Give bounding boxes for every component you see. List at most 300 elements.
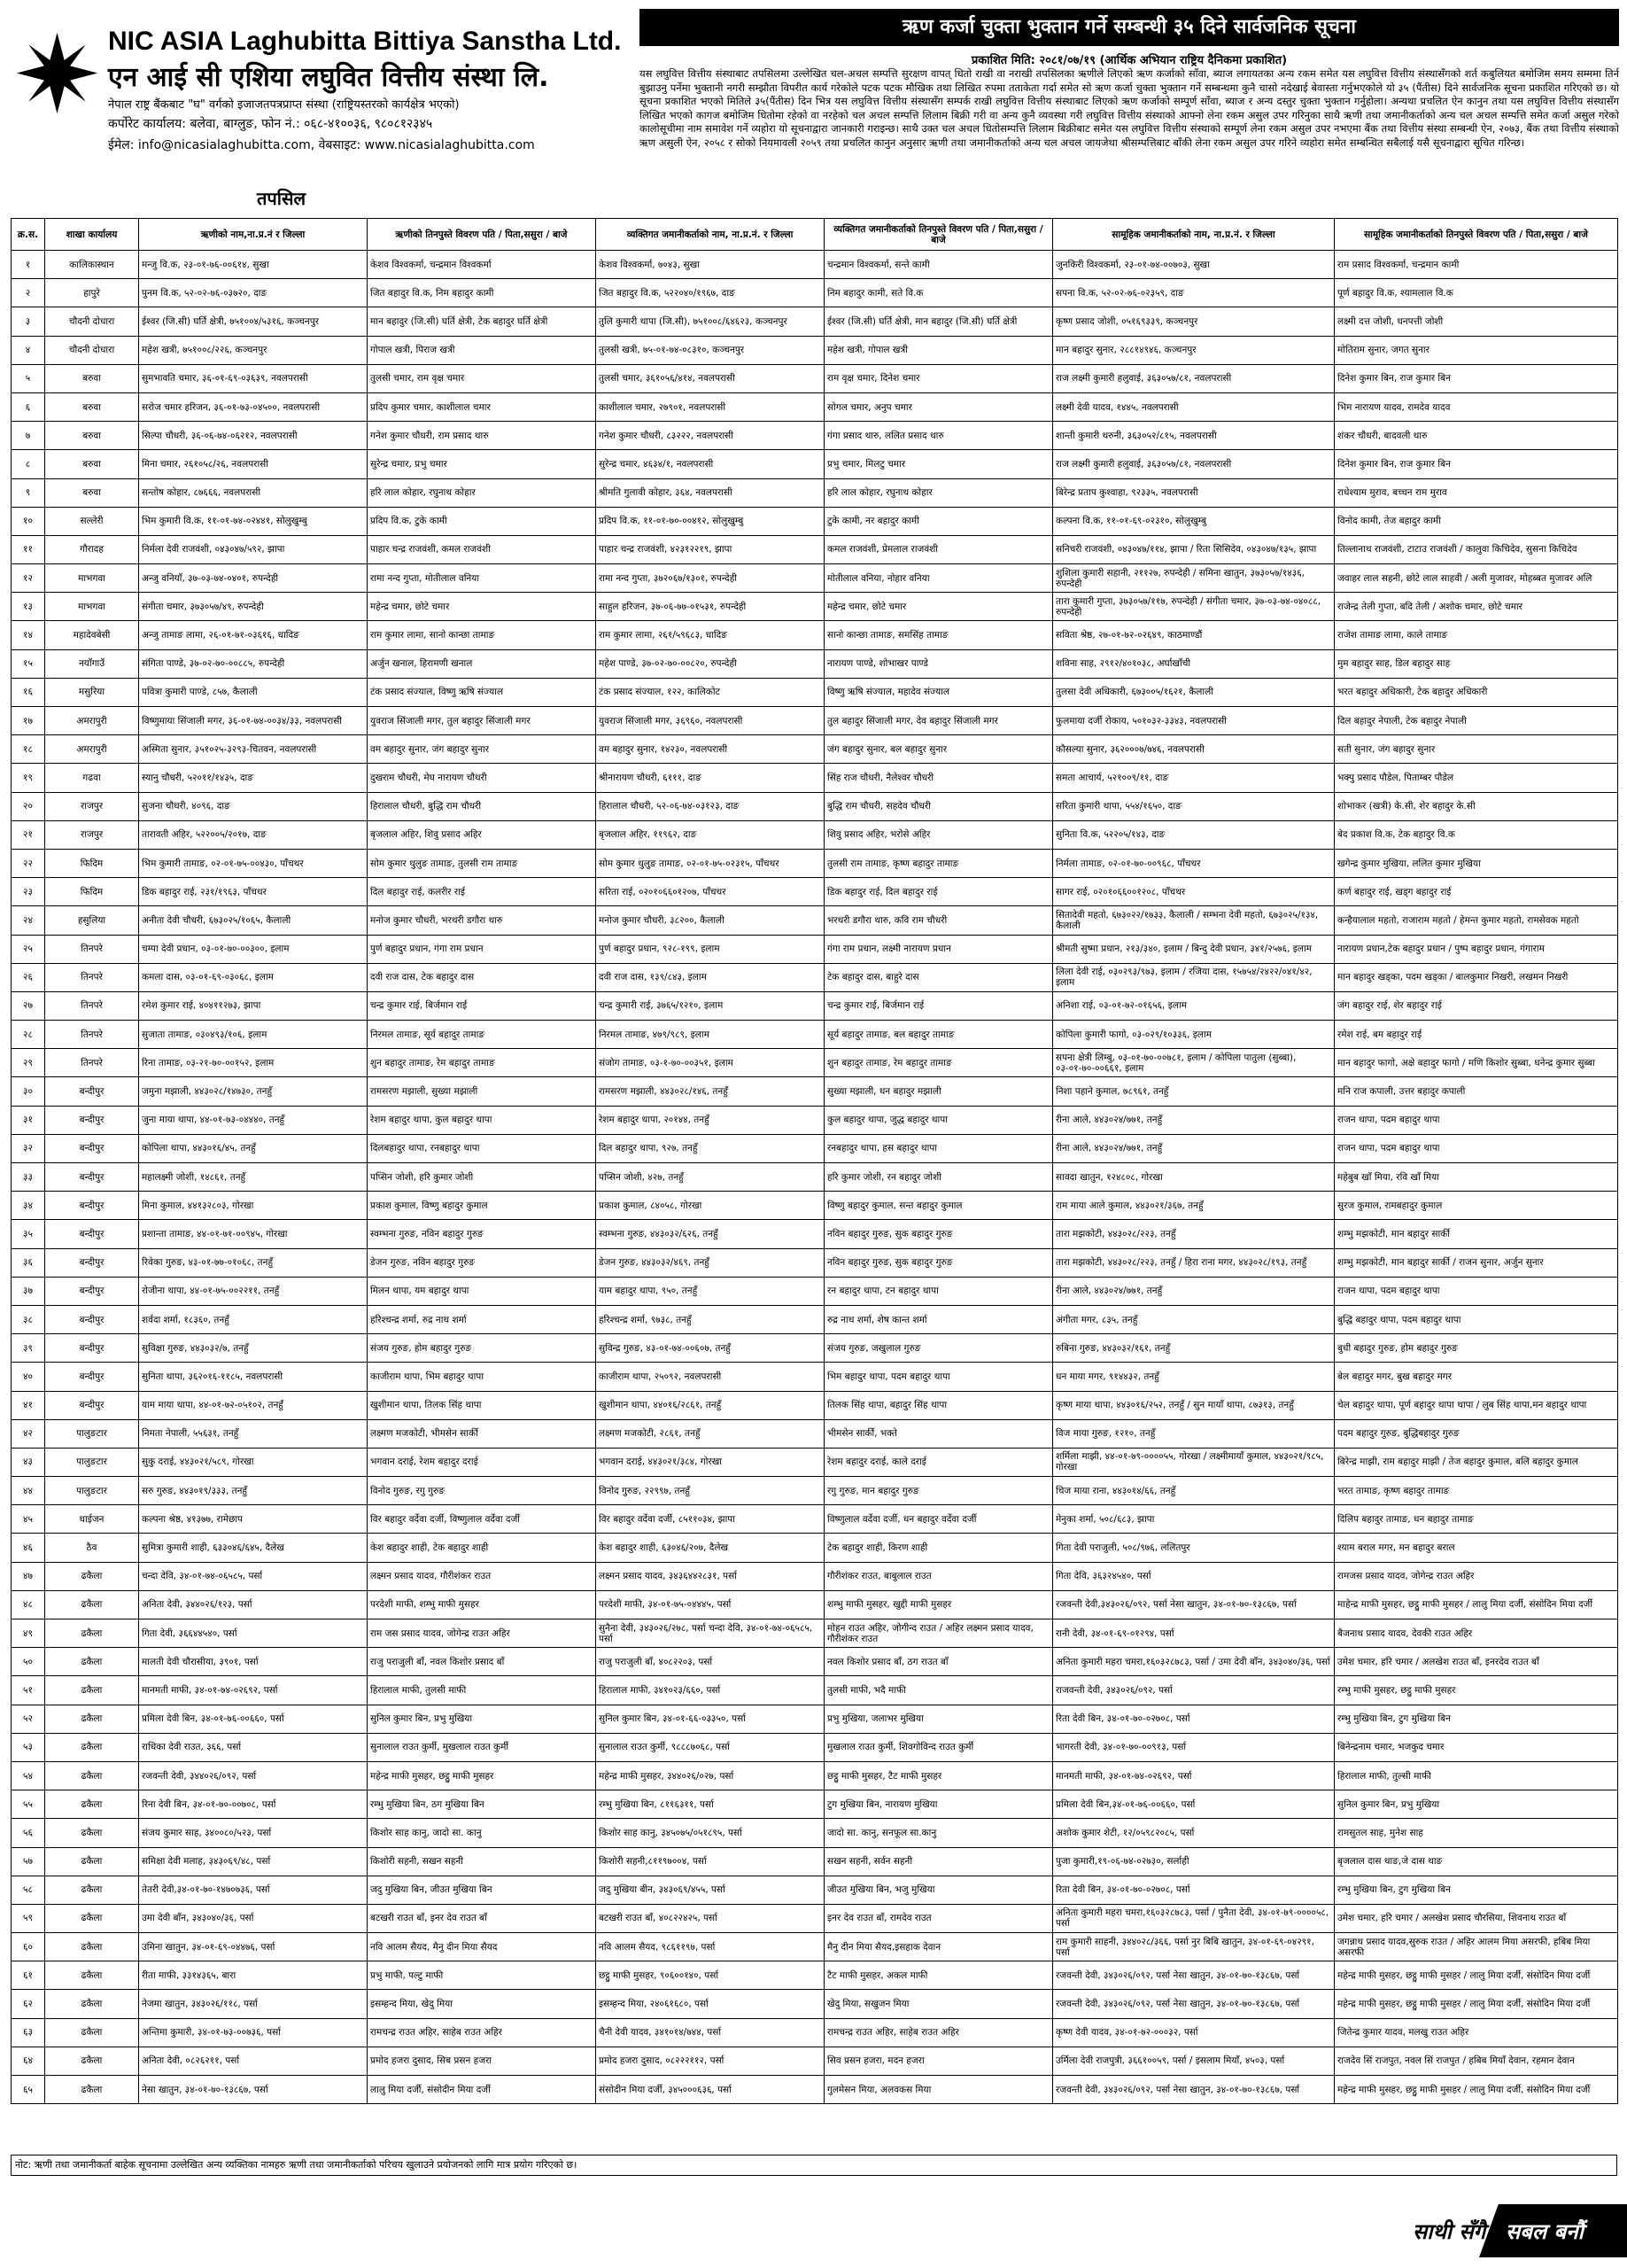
table-cell: कमला दास, ०३-०१-६९-०३०६८, इलाम: [139, 963, 368, 991]
table-row: [12, 935, 1618, 963]
table-row: [12, 1192, 1618, 1220]
table-cell: स्वम्भना गुरुङ, ४४३०३२/६२६, तनहुँ: [596, 1220, 825, 1248]
table-cell: केशव विश्वकर्मा, चन्द्रमान विश्वकर्मा: [368, 251, 596, 279]
table-row: [12, 593, 1618, 621]
table-row: [12, 1904, 1618, 1932]
table-cell: चन्द्र कुमार राई, बिर्जमान राई: [825, 991, 1053, 1020]
table-cell: निरमल तामाङ, ४७९/९८९, इलाम: [596, 1021, 825, 1049]
table-cell: राजु पराजुली बाँ, नवल किशोर प्रसाद बाँ: [368, 1648, 596, 1676]
table-cell: गंगा प्रसाद थारु, ललित प्रसाद थारु: [825, 422, 1053, 450]
table-cell: जितेन्द्र कुमार यादव, मलखु राउत अहिर: [1335, 2018, 1618, 2047]
table-cell: बन्दीपुर: [45, 1163, 139, 1192]
table-cell: बृजलाल अहिर, शिवु प्रसाद अहिर: [368, 820, 596, 849]
table-cell: विनोद कामी, तेज बहादुर कामी: [1335, 507, 1618, 535]
table-cell: किशोरी सहनी, सखन सहनी: [368, 1847, 596, 1876]
table-cell: तेतरी देवी,३४-०१-७०-१४७०७३६, पर्सा: [139, 1876, 368, 1904]
table-cell: भक्पु प्रसाद पौडेल, पिताम्बर पौडेल: [1335, 764, 1618, 792]
table-cell: ३३: [12, 1163, 45, 1192]
table-cell: सुरेन्द्र चमार, ४६३४/१, नवलपरासी: [596, 450, 825, 478]
table-row: [12, 478, 1618, 507]
table-cell: ३५: [12, 1220, 45, 1248]
table-cell: बृजलाल अहिर, ११९६२, दाङ: [596, 820, 825, 849]
table-row: [12, 307, 1618, 336]
table-cell: ३०: [12, 1077, 45, 1106]
table-cell: अनिता देवी, ०८२६२११, पर्सा: [139, 2047, 368, 2075]
table-cell: रमेश राई, बम बहादुर राई: [1335, 1021, 1618, 1049]
table-cell: मैनु दीन मिया सैयद,इसहाक देवान: [825, 1933, 1053, 1961]
table-cell: खेदु मिया, सखुजन मिया: [825, 1990, 1053, 2018]
table-cell: राम माया आले कुमाल, ४४३०२१/३६७, तनहुँ: [1053, 1192, 1335, 1220]
table-cell: जित बहादुर वि.क, ५२२०४०/१९६७, दाङ: [596, 279, 825, 307]
table-cell: भीमसेन सार्की, भक्ते: [825, 1419, 1053, 1448]
table-cell: गनेश कुमार चौधरी, राम प्रसाद थारु: [368, 422, 596, 450]
table-cell: पाहार चन्द्र राजवंशी, ४२३१२२१९, झापा: [596, 535, 825, 563]
table-row: [12, 1248, 1618, 1277]
table-cell: महालक्ष्मी जोशी, १४८६१, तनहुँ: [139, 1163, 368, 1192]
table-cell: हरि लाल कोहार, रघुनाथ कोहार: [825, 478, 1053, 507]
table-cell: ५३: [12, 1733, 45, 1761]
table-cell: रम्भु मुखिया बिन, टुग मुखिया बिन: [1335, 1705, 1618, 1733]
table-cell: रम्भु मुखिया बिन, टुग मुखिया बिन: [1335, 1876, 1618, 1904]
table-cell: रजवन्ती देवी,३४३०२६/०९२, पर्सा नेसा खातुन, ३४-०१-७०-१३८६७, पर्सा: [1053, 1590, 1335, 1619]
table-cell: श्रीनारायण चौधरी, ६१११, दाङ: [596, 764, 825, 792]
table-cell: रमेश कुमार राई, ४०४११२७३, झापा: [139, 991, 368, 1020]
table-cell: अनिता कुमारी महरा चमरा,१६०३२८७८३, पर्सा / पुनैता देवी, ३४-०१-७९-००००५८, पर्सा: [1053, 1904, 1335, 1932]
table-cell: जंग बहादुर राई, शेर बहादुर राई: [1335, 991, 1618, 1020]
table-cell: राम कुमार लामा, सानो कान्छा तामाङ: [368, 621, 596, 649]
table-cell: विर बहादुर वर्देवा दर्जी, ८५११०३४, झापा: [596, 1505, 825, 1534]
table-cell: किशोर साह कानु, जादो सा. कानु: [368, 1819, 596, 1847]
table-cell: हरि लाल कोहार, रघुनाथ कोहार: [368, 478, 596, 507]
table-cell: टैट माफी मुसहर, अकल माफी: [825, 1961, 1053, 1990]
table-cell: ५६: [12, 1819, 45, 1847]
table-cell: पुनम वि.क, ५२-०२-७६-०३७२०, दाङ: [139, 279, 368, 307]
table-row: [12, 792, 1618, 820]
table-row: [12, 2018, 1618, 2047]
table-cell: रिता देवी बिन, ३४-०१-७०-०२७०८, पर्सा: [1053, 1705, 1335, 1733]
table-cell: टेक बहादुर दास, बाहुरे दास: [825, 963, 1053, 991]
table-cell: तुलसी राम तामाङ, कृष्ण बहादुर तामाङ: [825, 849, 1053, 877]
table-cell: मानमती माफी, ३४-०१-७४-०२६९२, पर्सा: [1053, 1761, 1335, 1790]
table-cell: प्रभु माफी, पल्टु माफी: [368, 1961, 596, 1990]
table-row: [12, 1590, 1618, 1619]
table-cell: दुखराम चौधरी, मेघ नारायण चौधरी: [368, 764, 596, 792]
table-cell: ७: [12, 422, 45, 450]
table-row: [12, 1477, 1618, 1505]
table-cell: सल्लेरी: [45, 507, 139, 535]
table-cell: कन्हैयालाल महतो, राजाराम महतो / हेमन्त कुमार महतो, रामसेवक महतो: [1335, 906, 1618, 935]
column-header: क्र.स.: [12, 219, 45, 251]
table-cell: पालुङटार: [45, 1448, 139, 1476]
table-cell: अनिता कुमारी महरा चमरा,१६०३२८७८३, पर्सा / उमा देवी बाँन, ३४३०४०/३६, पर्सा: [1053, 1648, 1335, 1676]
table-cell: उमिना खातुन, ३४-०१-६९-०४४७६, पर्सा: [139, 1933, 368, 1961]
table-cell: टंक प्रसाद संज्याल, विष्णु ऋषि संज्याल: [368, 678, 596, 706]
table-cell: टेक बहादुर शाही, किरण शाही: [825, 1534, 1053, 1562]
table-cell: बन्दीपुर: [45, 1220, 139, 1248]
table-row: [12, 507, 1618, 535]
table-cell: शुशिला कुमारी सहानी, २११२७, रुपन्देही / समिना खातुन, ३७३०५७/१४३६, रुपन्देही: [1053, 564, 1335, 593]
table-cell: ढकैला: [45, 1733, 139, 1761]
table-cell: फुलमाया दर्जी रोकाय, ५०१०३२-३३४३, नवलपरासी: [1053, 707, 1335, 735]
table-cell: विनोद गुरुङ, रगु गुरुङ: [368, 1477, 596, 1505]
table-cell: ५०: [12, 1648, 45, 1676]
table-cell: हिरालाल माफी, तुलसी माफी: [368, 1676, 596, 1705]
schedule-title: तपसिल: [257, 188, 306, 209]
table-cell: तारा मझकोटी, ४४३०२८/२२३, तनहुँ: [1053, 1220, 1335, 1248]
table-row: [12, 392, 1618, 421]
table-cell: भरथरी डगौरा थारु, कवि राम चौधरी: [825, 906, 1053, 935]
table-cell: ३८: [12, 1305, 45, 1333]
table-cell: रम्भु मुखिया बिन, ८११६३११, पर्सा: [596, 1790, 825, 1819]
table-cell: ४४: [12, 1477, 45, 1505]
table-cell: सुमभावति चमार, ३६-०१-६९-०३६३९, नवलपरासी: [139, 364, 368, 392]
table-cell: माहेन्द्र माफी मुसहर, छट्ठु माफी मुसहर / लालु मिया दर्जी, संसोदिन मिया दर्जी: [1335, 1590, 1618, 1619]
table-cell: कोपिला थापा, ४४३०१६/४५, तनहुँ: [139, 1134, 368, 1162]
table-row: [12, 1619, 1618, 1648]
table-cell: शर्मिला माझी, ४४-०१-७९-००००५५, गोरखा / लक्ष्मीमायाँ कुमाल, ४४३०२१/९८५, गोरखा: [1053, 1448, 1335, 1476]
table-cell: संसोदीन मिया दर्जी, ३४५०००६३६, पर्सा: [596, 2076, 825, 2104]
table-cell: चम्पा देवी प्रधान, ०३-०१-७०-००३००, इलाम: [139, 935, 368, 963]
table-cell: सिल्पा चौधरी, ३६-०६-७४-०६२१२, नवलपरासी: [139, 422, 368, 450]
table-cell: नारायण पाण्डे, शोभाखर पाण्डे: [825, 649, 1053, 678]
table-cell: महेश खत्री, गोपाल खत्री: [825, 336, 1053, 364]
table-cell: पुजा कुमारी,१९-०६-७४-०२७३०, सर्लाही: [1053, 1847, 1335, 1876]
table-cell: खुशीमान थापा, ४४०१६/२८६१, तनहुँ: [596, 1391, 825, 1419]
table-cell: बुद्धि बहादुर थापा, पदम बहादुर थापा: [1335, 1305, 1618, 1333]
table-cell: बन्दीपुर: [45, 1192, 139, 1220]
column-header: व्यक्तिगत जमानीकर्ताको नाम, ना.प्र.नं. र जिल्ला: [596, 219, 825, 251]
table-cell: विर बहादुर वर्देवा दर्जी, विष्णुलाल वर्देवा दर्जी: [368, 1505, 596, 1534]
table-cell: भिम नारायण यादव, रामदेव यादव: [1335, 392, 1618, 421]
table-cell: शिवु प्रसाद अहिर, भरोसे अहिर: [825, 820, 1053, 849]
table-body: [12, 251, 1618, 2104]
table-cell: टुग मुखिया बिन, नारायण मुखिया: [825, 1790, 1053, 1819]
table-cell: बटखरी राउत बाँ, ४०८२२४२५, पर्सा: [596, 1904, 825, 1932]
table-cell: जदु मुखिया बिन, जीउत मुखिया बिन: [368, 1876, 596, 1904]
table-cell: भगवान दराई, ४४३०२१/३८४, गोरखा: [596, 1448, 825, 1476]
table-cell: मानमती माफी, ३४-०१-७४-०२६९२, पर्सा: [139, 1676, 368, 1705]
column-header: शाखा कार्यालय: [45, 219, 139, 251]
table-cell: फिदिम: [45, 849, 139, 877]
table-cell: ४: [12, 336, 45, 364]
table-cell: सोम कुमार थुलुङ तामाङ, ०२-०१-७५-०२३१५, पाँचथर: [596, 849, 825, 877]
table-cell: जगन्नाथ प्रसाद यादव,सुरुक राउत / अहिर आलम मिया असरफी, हबिब मिया असरफी: [1335, 1933, 1618, 1961]
table-cell: जवाहर लाल सहनी, छोटे लाल साहवी / अली मुजावर, मोहब्बत मुजावर अलि: [1335, 564, 1618, 593]
table-cell: रेशम बहादुर थापा, कुल बहादुर थापा: [368, 1106, 596, 1134]
table-cell: मुखलाल राउत कुर्मी, शिवगोविन्द राउत कुर्मी: [825, 1733, 1053, 1761]
table-cell: अन्जु वनियाँ, ३७-०३-७४-०४०१, रुपन्देही: [139, 564, 368, 593]
table-cell: माभगवा: [45, 593, 139, 621]
table-cell: भगवान दराई, रेशम बहादुर दराई: [368, 1448, 596, 1476]
table-cell: नविन बहादुर गुरुङ, सुक बहादुर गुरुङ: [825, 1220, 1053, 1248]
table-cell: बुधी बहादुर गुरुङ, होम बहादुर गुरुङ: [1335, 1334, 1618, 1363]
table-cell: महेन्द्र माफी मुसहर, ३४४०२६/०२७, पर्सा: [596, 1761, 825, 1790]
table-cell: तिनपरे: [45, 1049, 139, 1077]
table-row: [12, 649, 1618, 678]
table-cell: इसम्हन्द मिया, खेदु मिया: [368, 1990, 596, 2018]
table-cell: केश बहादुर शाही, ६३०४६/२०७, दैलेख: [596, 1534, 825, 1562]
table-cell: राम कुमार लामा, २६१/५९६८३, धादिङ: [596, 621, 825, 649]
table-cell: चैनी देवी यादव, ३४१०१४/७४४, पर्सा: [596, 2018, 825, 2047]
table-cell: मोतिराम सुनार, जगत सुनार: [1335, 336, 1618, 364]
table-cell: हरिश्चन्द्र शर्मा, ९७३८, तनहुँ: [596, 1305, 825, 1333]
table-cell: जादो सा. कानु, सनफूल सा.कानु: [825, 1819, 1053, 1847]
table-cell: बन्दीपुर: [45, 1106, 139, 1134]
table-cell: प्रदिप वि.क, ११-०१-७०-००४१२, सोलुखुम्बु: [596, 507, 825, 535]
table-cell: चौदनी दोधारा: [45, 307, 139, 336]
table-cell: भिम कुमारी वि.क, ११-०१-७४-०२४४१, सोलुखुम्बु: [139, 507, 368, 535]
table-cell: कृष्ण देवी यादव, ३४-०१-७२-०००३२, पर्सा: [1053, 2018, 1335, 2047]
table-cell: साहुल हरिजन, ३७-०६-७७-०१५३१, रुपन्देही: [596, 593, 825, 621]
table-cell: चन्द्र कुमारी राई, ३७६५/१२१०, इलाम: [596, 991, 825, 1020]
table-cell: प्रमिला देवी बिन,३४-०१-७६-००६६०, पर्सा: [1053, 1790, 1335, 1819]
table-cell: शर्वदा शर्मा, १८३६०, तनहुँ: [139, 1305, 368, 1333]
table-cell: निरमल तामाङ, सूर्य बहादुर तामाङ: [368, 1021, 596, 1049]
table-row: [12, 1876, 1618, 1904]
table-cell: अशोक कुमार शेटी, १२/०५९८२०८५, पर्सा: [1053, 1819, 1335, 1847]
table-cell: मेनुका शर्मा, ५०८/६८३, झापा: [1053, 1505, 1335, 1534]
table-cell: रन बहादुर थापा, टन बहादुर थापा: [825, 1277, 1053, 1305]
table-cell: राधिका देवी राउत, ३६६, पर्सा: [139, 1733, 368, 1761]
table-cell: निर्मला देवी राजवंशी, ०४३०४७/५९२, झापा: [139, 535, 368, 563]
table-cell: निशा पहाने कुमाल, ७८९६१, तनहुँ: [1053, 1077, 1335, 1106]
table-cell: प्रदिप वि.क, टुके कामी: [368, 507, 596, 535]
table-cell: राम जस प्रसाद यादव, जोगेन्द्र राउत अहिर: [368, 1619, 596, 1648]
table-cell: तिनपरे: [45, 963, 139, 991]
table-cell: शुन बहादुर तामाङ, रेम बहादुर तामाङ: [825, 1049, 1053, 1077]
table-cell: रोजीना थापा, ४४-०१-७५-००२२११, तनहुँ: [139, 1277, 368, 1305]
table-cell: बुद्धि राम चौधरी, सहदेव चौधरी: [825, 792, 1053, 820]
table-cell: परदेशी माफी, ३४-०१-७५-०४४४५, पर्सा: [596, 1590, 825, 1619]
table-cell: राजन थापा, पदम बहादुर थापा: [1335, 1277, 1618, 1305]
table-cell: वम बहादुर सुनार, जंग बहादुर सुनार: [368, 735, 596, 764]
table-cell: ईश्वर (जि.सी) घर्ति क्षेत्री, ७५१००४/५३१६, कञ्चनपुर: [139, 307, 368, 336]
table-cell: संजोग तामाङ, ०३-१-७०-००३५१, इलाम: [596, 1049, 825, 1077]
table-cell: सावदा खातुन, १२४८०८, गोरखा: [1053, 1163, 1335, 1192]
table-cell: महेन्द्र माफी मुसहर, छट्ठु माफी मुसहर / लालु मिया दर्जी, संसोदिन मिया दर्जी: [1335, 1990, 1618, 2018]
table-cell: दिल बहादुर थापा, ९२७, तनहुँ: [596, 1134, 825, 1162]
table-row: [12, 1648, 1618, 1676]
borrower-table-container: [11, 218, 1617, 2151]
table-cell: सूर्य बहादुर तामाङ, बल बहादुर तामाङ: [825, 1021, 1053, 1049]
table-cell: समिक्षा देवी मलाह, ३४३०६९/४८, पर्सा: [139, 1847, 368, 1876]
table-cell: बन्दीपुर: [45, 1134, 139, 1162]
table-cell: १७: [12, 707, 45, 735]
table-row: [12, 1220, 1618, 1248]
table-cell: ४६: [12, 1534, 45, 1562]
table-cell: दिल बहादुर राई, कलरीर राई: [368, 878, 596, 906]
table-cell: १८: [12, 735, 45, 764]
table-cell: कर्ण बहादुर राई, खड्ग बहादुर राई: [1335, 878, 1618, 906]
table-cell: नयाँगाउँ: [45, 649, 139, 678]
table-cell: प्रमिला देवी बिन, ३४-०१-७६-००६६०, पर्सा: [139, 1705, 368, 1733]
table-cell: सोगल चमार, अनुप चमार: [825, 392, 1053, 421]
table-cell: इसम्हन्द मिया, २४०६१६८०, पर्सा: [596, 1990, 825, 2018]
table-cell: ढकैला: [45, 1819, 139, 1847]
table-row: [12, 1391, 1618, 1419]
table-cell: मान बहादुर खड्का, पदम खड्का / बालकुमार निखरी, लखमन निखरी: [1335, 963, 1618, 991]
table-cell: राजदेव सिं राजपुत, नवल सिं राजपुत / हबिब मियाँ देवान, रहमान देवान: [1335, 2047, 1618, 2075]
table-cell: शम्भु मझकोटी, मान बहादुर सार्की / राजन सुनार, अर्जुन सुनार: [1335, 1248, 1618, 1277]
table-cell: सरु गुरुङ, ४४३०१९/३३३, तनहुँ: [139, 1477, 368, 1505]
table-cell: सिंह राज चौधरी, नैलेश्वर चौधरी: [825, 764, 1053, 792]
table-cell: महादेवबेसी: [45, 621, 139, 649]
table-cell: ढकैला: [45, 1761, 139, 1790]
license-line: नेपाल राष्ट्र बैंकबाट "घ" वर्गको इजाजतपत्रप्राप्त संस्था (राष्ट्रियस्तरको कार्यक्षेत्र भएको): [108, 98, 460, 112]
table-cell: रामसरण मझाली, ४४३०२८/१४६, तनहुँ: [596, 1077, 825, 1106]
table-cell: मिलन थापा, यम बहादुर थापा: [368, 1277, 596, 1305]
table-cell: खगेन्द्र कुमार मुखिया, ललित कुमार मुखिया: [1335, 849, 1618, 877]
table-cell: उमेश चमार, हरि चमार / अलखेश प्रसाद चौरसिया, शिवनाथ राउत बाँ: [1335, 1904, 1618, 1932]
slogan-part2: सबल बनौं: [1506, 2219, 1584, 2244]
table-cell: ढकैला: [45, 2076, 139, 2104]
table-cell: दिलिप बहादुर तामाङ, धन बहादुर तामाङ: [1335, 1505, 1618, 1534]
office-line: कर्पोरेट कार्यालय: बलेवा, बाग्लुङ, फोन नं.: ०६८-४१००३६, ९८०८१२३४५: [108, 117, 433, 131]
table-row: [12, 991, 1618, 1020]
table-cell: बृजलाल दास थाङ,जे दास थाङ: [1335, 1847, 1618, 1876]
table-cell: रामचन्द्र राउत अहिर, साहेब राउत अहिर: [368, 2018, 596, 2047]
table-row: [12, 878, 1618, 906]
table-cell: सुनालाल राउत कुर्मी, ९८८८७०६८, पर्सा: [596, 1733, 825, 1761]
table-cell: रम्भु मुखिया बिन, ठग मुखिया बिन: [368, 1790, 596, 1819]
table-cell: पप्सिन जोशी, ४२७, तनहुँ: [596, 1163, 825, 1192]
table-cell: राज लक्ष्मी कुमारी हलुवाई, ३६३०५७/८१, नवलपरासी: [1053, 450, 1335, 478]
table-cell: सविता श्रेष्ठ, २७-०१-७२-०२६४९, काठमाण्डौं: [1053, 621, 1335, 649]
table-cell: सुजाता तामाङ, ०३०४९३/१०६, इलाम: [139, 1021, 368, 1049]
table-header-row: [12, 219, 1618, 251]
table-row: [12, 1305, 1618, 1333]
table-cell: रीना आले, ४४३०२४/७७१, तनहुँ: [1053, 1106, 1335, 1134]
table-cell: बन्दीपुर: [45, 1334, 139, 1363]
table-cell: तुलसी चमार, राम वृक्ष चमार: [368, 364, 596, 392]
column-header: ऋणीको नाम,ना.प्र.नं र जिल्ला: [139, 219, 368, 251]
table-row: [12, 1505, 1618, 1534]
table-cell: बरुवा: [45, 364, 139, 392]
table-cell: सुनिल कुमार बिन, ३४-०१-६६-०३३५०, पर्सा: [596, 1705, 825, 1733]
table-cell: टुके कामी, नर बहादुर कामी: [825, 507, 1053, 535]
table-cell: सुनालाल राउत कुर्मी, मुखलाल राउत कुर्मी: [368, 1733, 596, 1761]
table-cell: बरुवा: [45, 422, 139, 450]
table-row: [12, 1163, 1618, 1192]
column-header: व्यक्तिगत जमानीकर्ताको तिनपुस्ते विवरण पति / पिता,ससुरा / बाजे: [825, 219, 1053, 251]
table-cell: रुबिना गुरुङ, ४४३०३२/१६१, तनहुँ: [1053, 1334, 1335, 1363]
table-cell: ३७: [12, 1277, 45, 1305]
table-cell: हिरालाल चौधरी, ५२-०६-७४-०३१२३, दाङ: [596, 792, 825, 820]
table-row: [12, 279, 1618, 307]
table-cell: सुविक्षा गुरुङ, ४४३०३२/७, तनहुँ: [139, 1334, 368, 1363]
table-row: [12, 450, 1618, 478]
table-cell: महेन्द्र चमार, छोटे चमार: [825, 593, 1053, 621]
table-cell: गढवा: [45, 764, 139, 792]
table-cell: याम बहादुर थापा, ९५०, तनहुँ: [596, 1277, 825, 1305]
table-cell: ५१: [12, 1676, 45, 1705]
table-cell: रजवन्ती देवी, ३४३०२६/०९२, पर्सा नेसा खातुन, ३४-०१-७०-१३८६७, पर्सा: [1053, 1990, 1335, 2018]
table-row: [12, 1676, 1618, 1705]
table-cell: लिला देवी राई, ०३०२९३/९७३, इलाम / रजिया दास, १५७५४/२४२२/०४१/४२, इलाम: [1053, 963, 1335, 991]
table-cell: १९: [12, 764, 45, 792]
table-cell: भागरती देवी, ३४-०१-७०-००९१३, पर्सा: [1053, 1733, 1335, 1761]
table-cell: मान बहादुर सुनार, २८८१४९४६, कञ्चनपुर: [1053, 336, 1335, 364]
table-row: [12, 364, 1618, 392]
table-cell: ढकैला: [45, 1562, 139, 1590]
table-cell: पदम बहादुर गुरुङ, बुद्धिबहादुर गुरुङ: [1335, 1419, 1618, 1448]
table-cell: बन्दीपुर: [45, 1391, 139, 1419]
company-block: [11, 9, 631, 186]
table-cell: २७: [12, 991, 45, 1020]
table-cell: मनोज कुमार चौधरी, ३८२००, कैलाली: [596, 906, 825, 935]
table-row: [12, 1961, 1618, 1990]
table-cell: सन्तोष कोहार, ८७६६६, नवलपरासी: [139, 478, 368, 507]
table-cell: गनेश कुमार चौधरी, ८३२२२, नवलपरासी: [596, 422, 825, 450]
table-cell: कौसल्या सुनार, ३६२०००७/७४६, नवलपरासी: [1053, 735, 1335, 764]
column-header: सामूहिक जमानीकर्ताको तिनपुस्ते विवरण पति / पिता,ससुरा / बाजे: [1335, 219, 1618, 251]
table-cell: १०: [12, 507, 45, 535]
table-cell: किशोरी सहनी,८११९७००४, पर्सा: [596, 1847, 825, 1876]
table-row: [12, 678, 1618, 706]
table-cell: ढकैला: [45, 1676, 139, 1705]
table-cell: टंक प्रसाद संज्याल, १२२, कालिकोट: [596, 678, 825, 706]
table-row: [12, 251, 1618, 279]
table-cell: रामजस प्रसाद यादव, जोगेन्द्र राउत अहिर: [1335, 1562, 1618, 1590]
table-cell: मन्जु वि.क, २३-०१-७६-००६१४, सुखा: [139, 251, 368, 279]
table-cell: सुजना चौधरी, ४०९६, दाङ: [139, 792, 368, 820]
table-row: [12, 1705, 1618, 1733]
table-cell: दवी राज दास, १३९/८४३, इलाम: [596, 963, 825, 991]
table-cell: कोपिला कुमारी फागो, ०३-०२९/१०३३६, इलाम: [1053, 1021, 1335, 1049]
table-cell: सोम कुमार थुलुङ तामाङ, तुलसी राम तामाङ: [368, 849, 596, 877]
table-cell: चेल बहादुर थापा, पूर्ण बहादुर थापा थापा / लुब सिंह थापा,मन बहादुर थापा: [1335, 1391, 1618, 1419]
table-cell: ११: [12, 535, 45, 563]
table-cell: हिरालाल चौधरी, बुद्धि राम चौधरी: [368, 792, 596, 820]
table-cell: अनिता देवी, ३४४०२६/१२३, पर्सा: [139, 1590, 368, 1619]
table-row: [12, 1277, 1618, 1305]
table-cell: ढकैला: [45, 1904, 139, 1932]
table-cell: कृष्ण माया थापा, ४४३०१६/२५२, तनहुँ / सुन मायाँ थापा, ८७३१३, तनहुँ: [1053, 1391, 1335, 1419]
table-cell: कमल राजवंशी, प्रेमलाल राजवंशी: [825, 535, 1053, 563]
table-cell: सखन सहनी, सर्वन सहनी: [825, 1847, 1053, 1876]
table-cell: ईश्वर (जि.सी) घर्ति क्षेत्री, मान बहादुर (जि.सी) घर्ति क्षेत्री: [825, 307, 1053, 336]
table-cell: जुनकिरी विश्वकर्मा, २३-०१-७४-००७०३, सुखा: [1053, 251, 1335, 279]
table-cell: बेद प्रकाश वि.क, टेक बहादुर वि.क: [1335, 820, 1618, 849]
table-cell: ढकैला: [45, 1847, 139, 1876]
table-cell: मोतीलाल वनिया, नोहार वनिया: [825, 564, 1053, 593]
table-cell: ६३: [12, 2018, 45, 2047]
table-cell: सपना वि.क, ५२-०२-७६-०२३५९, दाङ: [1053, 279, 1335, 307]
table-cell: काजीराम थापा, २५०९२, नवलपरासी: [596, 1363, 825, 1391]
table-cell: सुरज कुमाल, रामबहादुर कुमाल: [1335, 1192, 1618, 1220]
table-cell: सरोज चमार हरिजन, ३६-०१-७३-०४५००, नवलपरासी: [139, 392, 368, 421]
table-cell: नवि आलम सैयद, ९८६११९७, पर्सा: [596, 1933, 825, 1961]
table-cell: ८: [12, 450, 45, 478]
table-cell: नवि आलम सैयद, मैनु दीन मिया सैयद: [368, 1933, 596, 1961]
table-cell: अंगीता मगर, ८३५, तनहुँ: [1053, 1305, 1335, 1333]
table-cell: पवित्रा कुमारी पाण्डे, ८५७, कैलाली: [139, 678, 368, 706]
table-cell: ढकैला: [45, 1961, 139, 1990]
table-row: [12, 1021, 1618, 1049]
table-cell: २४: [12, 906, 45, 935]
table-cell: रेशम बहादुर थापा, २०१४४, तनहुँ: [596, 1106, 825, 1134]
table-cell: अन्तिमा कुमारी, ३४-०१-७३-००७३६, पर्सा: [139, 2018, 368, 2047]
table-cell: सुविन्द्र गुरुङ, ४३-०१-७४-००६०७, तनहुँ: [596, 1334, 825, 1363]
table-cell: उमेश चमार, हरि चमार / अलखेश राउत बाँ, इनरदेव राउत बाँ: [1335, 1648, 1618, 1676]
table-cell: ४८: [12, 1590, 45, 1619]
table-cell: बरुवा: [45, 450, 139, 478]
table-cell: लक्ष्मी दत्त जोशी, धनपत्ती जोशी: [1335, 307, 1618, 336]
table-cell: ४२: [12, 1419, 45, 1448]
table-row: [12, 2076, 1618, 2104]
table-cell: विज माया गुरुङ, १२१०, तनहुँ: [1053, 1419, 1335, 1448]
table-cell: प्रदिप कुमार चमार, काशीलाल चमार: [368, 392, 596, 421]
